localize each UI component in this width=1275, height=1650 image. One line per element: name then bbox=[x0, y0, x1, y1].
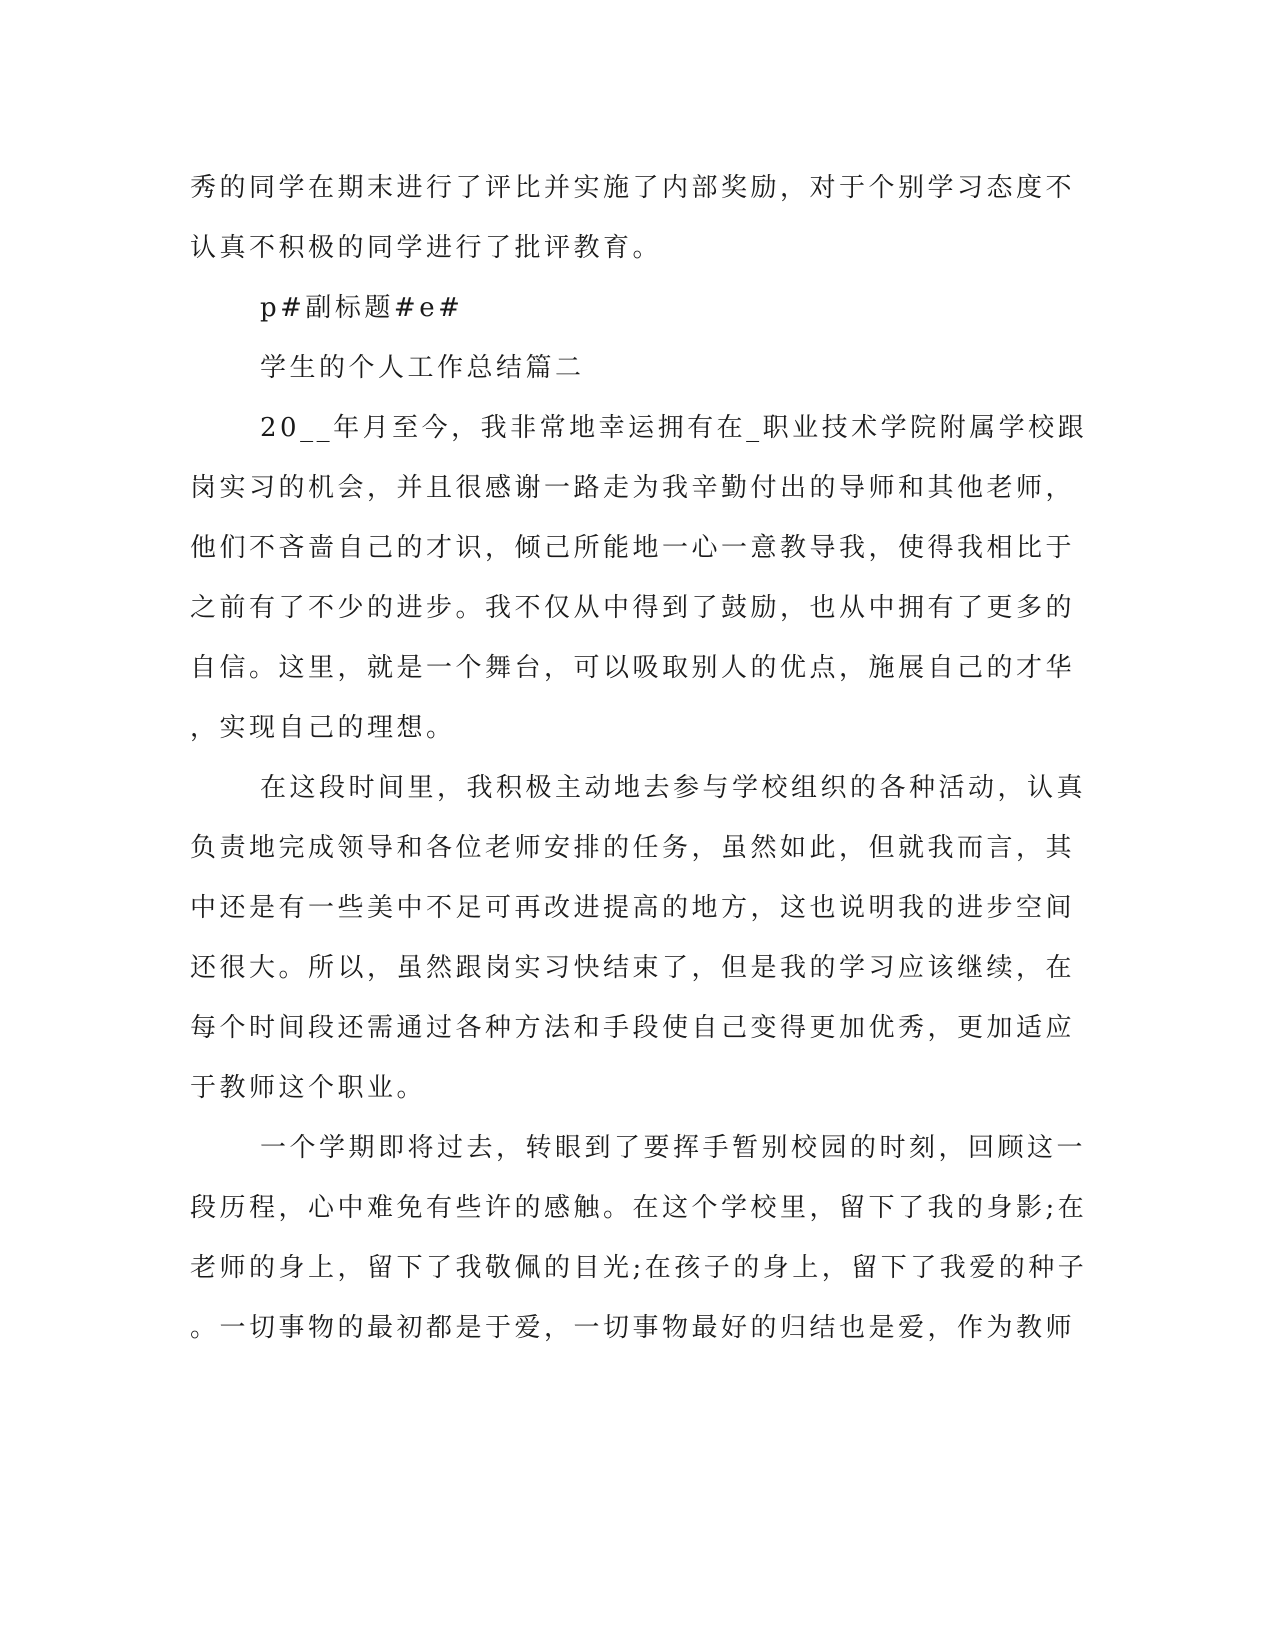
text-line: 段历程，心中难免有些许的感触。在这个学校里，留下了我的身影;在 bbox=[190, 1193, 1088, 1223]
text-line: 老师的身上，留下了我敬佩的目光;在孩子的身上，留下了我爱的种子 bbox=[190, 1253, 1088, 1283]
text-line: 岗实习的机会，并且很感谢一路走为我辛勤付出的导师和其他老师， bbox=[190, 473, 1076, 503]
document-body bbox=[190, 158, 1088, 1358]
text-line: 他们不吝啬自己的才识，倾己所能地一心一意教导我，使得我相比于 bbox=[190, 533, 1076, 563]
text-line: 每个时间段还需通过各种方法和手段使自己变得更加优秀，更加适应 bbox=[190, 1013, 1076, 1043]
text-line: 还很大。所以，虽然跟岗实习快结束了，但是我的学习应该继续，在 bbox=[190, 953, 1076, 983]
text-line: 中还是有一些美中不足可再改进提高的地方，这也说明我的进步空间 bbox=[190, 893, 1076, 923]
section-heading: 学生的个人工作总结篇二 bbox=[260, 353, 585, 383]
text-line: 在这段时间里，我积极主动地去参与学校组织的各种活动，认真 bbox=[260, 773, 1087, 803]
text-line: 之前有了不少的进步。我不仅从中得到了鼓励，也从中拥有了更多的 bbox=[190, 593, 1076, 623]
text-line: 负责地完成领导和各位老师安排的任务，虽然如此，但就我而言，其 bbox=[190, 833, 1076, 863]
text-line: 。一切事物的最初都是于爱，一切事物最好的归结也是爱，作为教师 bbox=[190, 1313, 1076, 1343]
text-line: 认真不积极的同学进行了批评教育。 bbox=[190, 233, 663, 263]
text-line: 20__年月至今，我非常地幸运拥有在_职业技术学院附属学校跟 bbox=[260, 413, 1088, 443]
text-line: 于教师这个职业。 bbox=[190, 1073, 427, 1103]
text-line: 秀的同学在期末进行了评比并实施了内部奖励，对于个别学习态度不 bbox=[190, 173, 1076, 203]
subtitle-placeholder: p#副标题#e# bbox=[260, 293, 464, 323]
text-line: ，实现自己的理想。 bbox=[190, 713, 456, 743]
text-line: 一个学期即将过去，转眼到了要挥手暂别校园的时刻，回顾这一 bbox=[260, 1133, 1087, 1163]
text-line: 自信。这里，就是一个舞台，可以吸取别人的优点，施展自己的才华 bbox=[190, 653, 1076, 683]
